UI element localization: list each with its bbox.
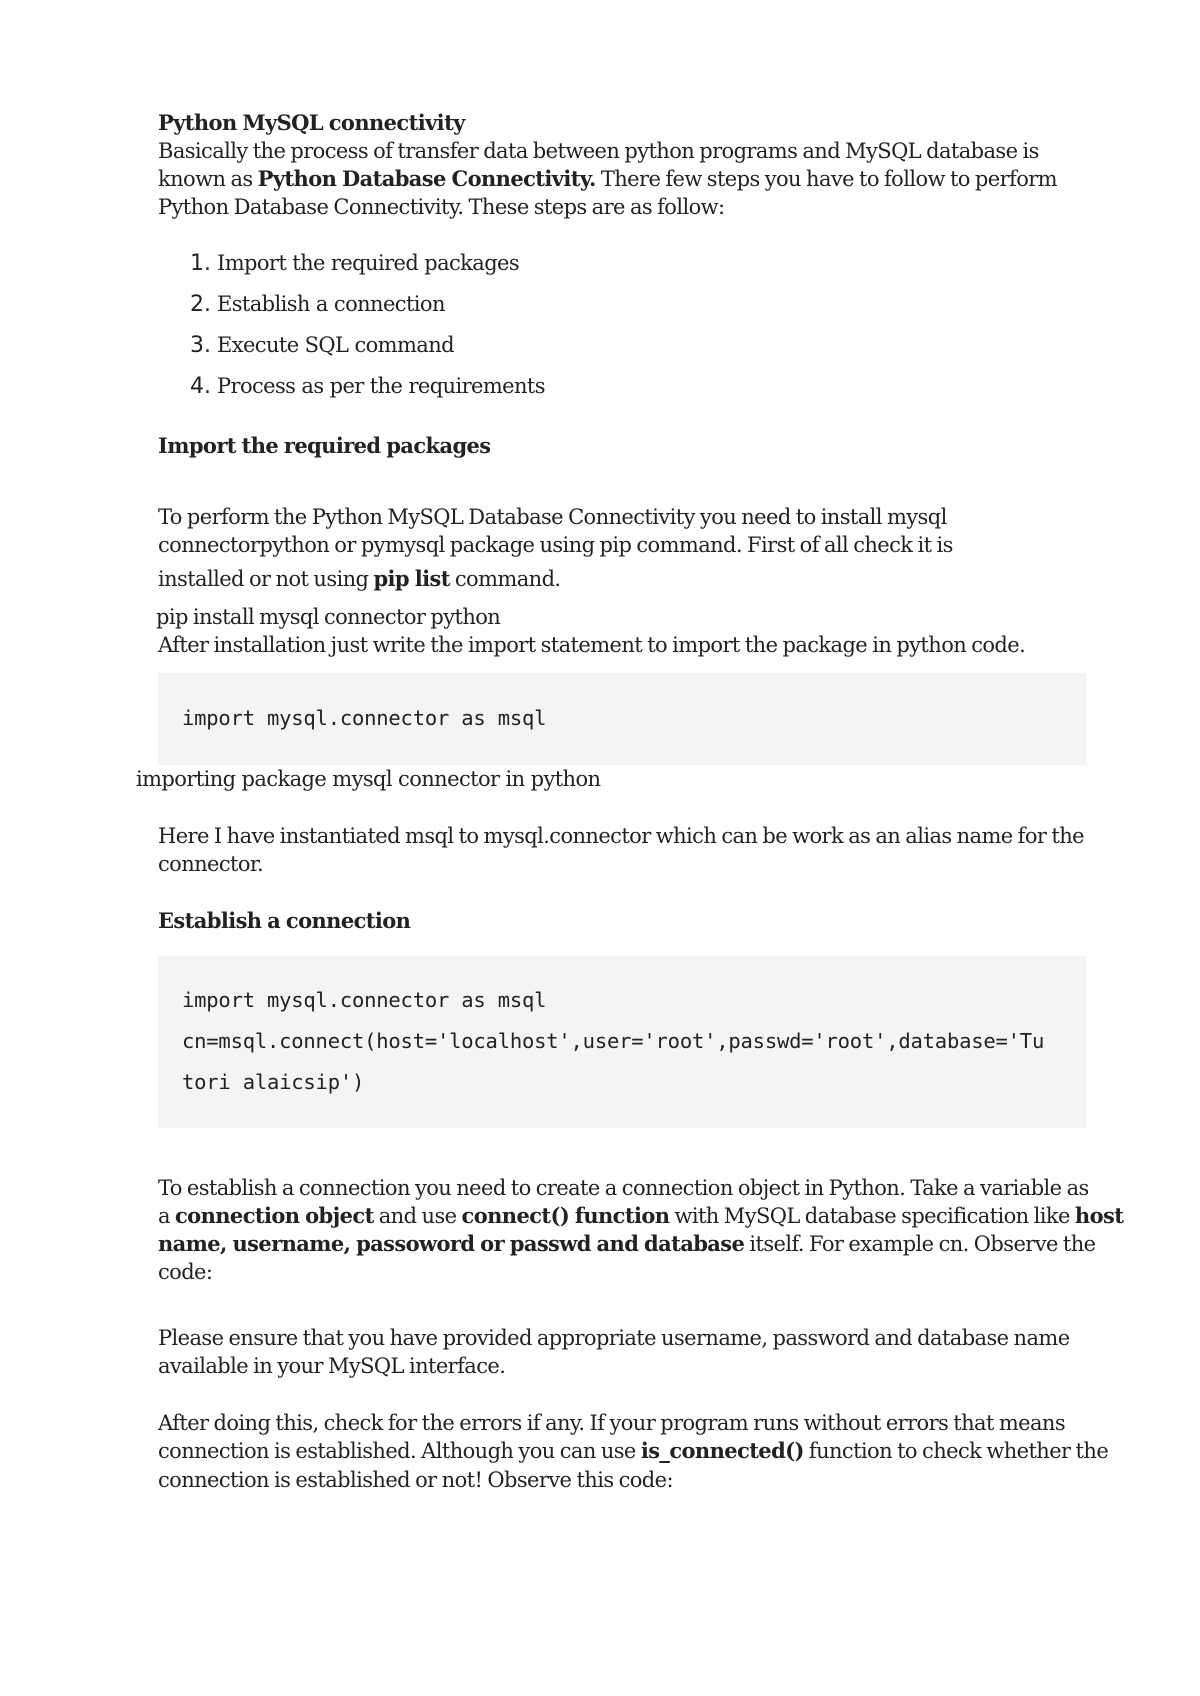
code-block-import [158, 673, 1086, 765]
paragraph-line: To establish a connection you need to create a connection object in Python. Take a variable as [158, 1176, 1089, 1200]
paragraph-text: and use [373, 1204, 462, 1228]
inline-bold-term: pip list [373, 566, 450, 591]
paragraph-line: Here I have instantiated msql to mysql.connector which can be work as an alias name for the [158, 824, 1084, 848]
paragraph-line: connection is established or not! Observe this code: [158, 1468, 673, 1492]
paragraph-line: After doing this, check for the errors if any. If your program runs without errors that means [158, 1411, 1066, 1435]
list-number: 2. [190, 292, 211, 317]
paragraph-line [158, 1230, 1098, 1258]
page-title: Python MySQL connectivity [158, 110, 465, 135]
paragraph-line [158, 565, 1098, 593]
section-heading-import: Import the required packages [158, 433, 491, 458]
list-item-label: Execute SQL command [217, 333, 454, 357]
code-line: import mysql.connector as msql [182, 988, 547, 1012]
paragraph-text: installed or not using [158, 567, 374, 591]
paragraph-line: Please ensure that you have provided appropriate username, password and database name [158, 1326, 1070, 1350]
section-heading-connection: Establish a connection [158, 908, 411, 933]
code-caption: importing package mysql connector in python [136, 767, 601, 791]
paragraph-text: function to check whether the [803, 1439, 1109, 1463]
pip-command: pip install mysql connector python [156, 605, 501, 629]
intro-line-3: Python Database Connectivity. These steps are as follow: [158, 195, 725, 219]
paragraph-line [158, 1437, 1109, 1465]
inline-bold-term: host [1074, 1203, 1124, 1228]
list-item-label: Establish a connection [217, 292, 445, 316]
paragraph-text: with MySQL database specification like [669, 1204, 1075, 1228]
paragraph-line: connectorpython or pymysql package using pip command. First of all check it is [158, 533, 953, 557]
paragraph-line: connector. [158, 852, 264, 876]
paragraph-line: To perform the Python MySQL Database Connectivity you need to install mysql [158, 505, 947, 529]
list-item-label: Process as per the requirements [217, 374, 545, 398]
code-block-connection [158, 956, 1086, 1128]
intro-text: There few steps you have to follow to perform [595, 167, 1057, 191]
list-number: 3. [190, 333, 211, 358]
paragraph-text: command. [449, 567, 561, 591]
list-number: 1. [190, 251, 211, 276]
list-item-label: Import the required packages [217, 251, 520, 275]
list-number: 4. [190, 374, 211, 399]
paragraph-text: itself. For example cn. Observe the [744, 1232, 1096, 1256]
paragraph-line: available in your MySQL interface. [158, 1354, 506, 1378]
list-item [190, 249, 519, 278]
inline-bold-term: connect() function [461, 1203, 670, 1228]
code-line: cn=msql.connect(host='localhost',user='root',passwd='root',database='Tu [182, 1029, 1045, 1053]
inline-bold-term: name, username, passoword or passwd and database [158, 1231, 745, 1256]
inline-bold-term: is_connected() [640, 1438, 804, 1463]
inline-bold-term: connection object [175, 1203, 374, 1228]
code-line: import mysql.connector as msql [182, 706, 547, 730]
paragraph-text: a [158, 1204, 175, 1228]
intro-bold-term: Python Database Connectivity. [257, 166, 596, 191]
intro-text: known as [158, 167, 258, 191]
paragraph-line: code: [158, 1260, 213, 1284]
code-line: tori alaicsip') [182, 1070, 365, 1094]
paragraph-line [158, 1202, 1124, 1230]
list-item [190, 290, 445, 319]
intro-line-2 [158, 165, 1098, 193]
list-item [190, 372, 545, 401]
paragraph-text: connection is established. Although you can use [158, 1439, 641, 1463]
paragraph-line: After installation just write the import statement to import the package in python code. [158, 633, 1026, 657]
list-item [190, 331, 454, 360]
intro-line-1: Basically the process of transfer data between python programs and MySQL database is [158, 139, 1039, 163]
